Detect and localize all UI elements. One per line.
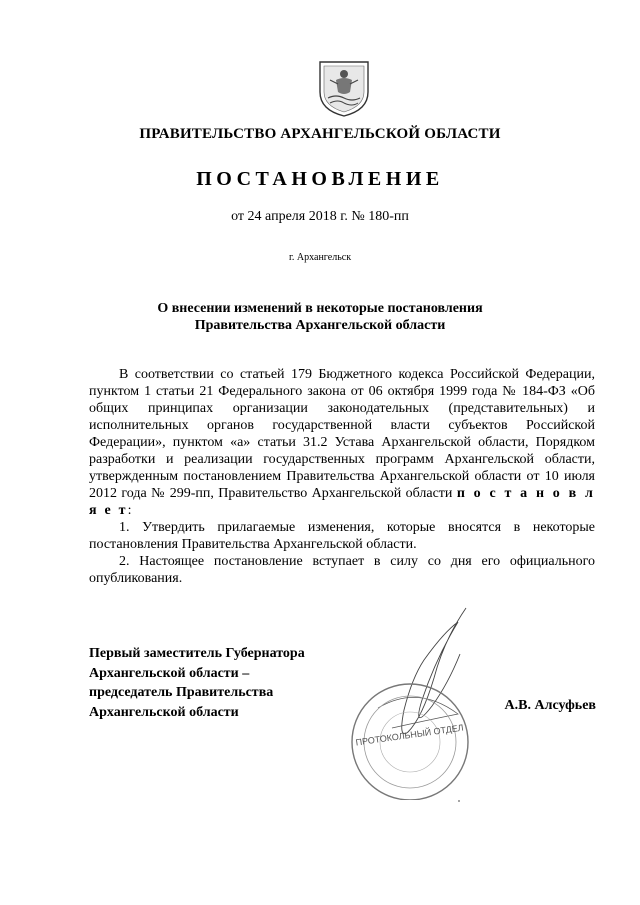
preamble-paragraph: В соответствии со статьей 179 Бюджетного кодекса Российской Федерации, пунктом 1 статьи 21 Федерального закона от 06 октября 1999 года № 184-ФЗ «Об общих принципах организации законодательных (представительных) и исполнительных органов государственной власти субъектов Российской Федерации», пунктом «а» статьи 31.2 Устава Архангельской области, Порядком разработки и реализации государственных программ Архангельской области, утвержденным постановлением Правительства Архангельской области от 10 июля 2012 года № 299-пп, Правительство Архангельской области п о с т а н о в л я е т:: [89, 367, 595, 518]
city: г. Архангельск: [288, 252, 352, 263]
official-stamp-and-signature: [348, 600, 488, 800]
subject-line-2: Правительства Архангельской области: [194, 318, 446, 333]
subject-line-1: О внесении изменений в некоторые постановления: [157, 301, 483, 316]
resolves-word: п о с т а н о в л я е т: [89, 486, 595, 518]
scan-speck: [458, 800, 460, 802]
signatory-name: А.В. Алсуфьев: [504, 698, 596, 713]
document-type: ПОСТАНОВЛЕНИЕ: [196, 168, 444, 190]
document-subject: [0, 300, 640, 334]
item-1: 1. Утвердить прилагаемые изменения, которые вносятся в некоторые постановления Правительства Архангельской области.: [89, 520, 595, 552]
signatory-title-line-1: Первый заместитель Губернатора: [89, 646, 305, 661]
organization-title: ПРАВИТЕЛЬСТВО АРХАНГЕЛЬСКОЙ ОБЛАСТИ: [139, 126, 501, 142]
date-number: от 24 апреля 2018 г. № 180-пп: [231, 209, 409, 224]
signatory-title-line-3: председатель Правительства: [89, 685, 274, 700]
item-2: 2. Настоящее постановление вступает в силу со дня его официального опубликования.: [89, 554, 595, 586]
signatory-title-line-2: Архангельской области –: [89, 665, 250, 681]
stamp-text: ПРОТОКОЛЬНЫЙ ОТДЕЛ: [354, 722, 465, 748]
coat-of-arms-icon: [316, 58, 372, 118]
document-body: [89, 366, 595, 587]
signatory-title-line-4: Архангельской области: [89, 704, 239, 720]
signatory-title: [89, 644, 305, 722]
preamble-text: В соответствии со статьей 179 Бюджетного кодекса Российской Федерации, пунктом 1 статьи 21 Федерального закона от 06 октября 1999 года № 184-ФЗ «Об общих принципах организации законодательных (представительных) и исполнительных органов государственной власти субъектов Российской Федерации», пунктом «а» статьи 31.2 Устава Архангельской области, Порядком разработки и реализации государственных программ Архангельской области, утвержденным постановлением Правительства Архангельской области от 10 июля 2012 года № 299-пп, Правительство Архангельской области: [89, 367, 595, 501]
